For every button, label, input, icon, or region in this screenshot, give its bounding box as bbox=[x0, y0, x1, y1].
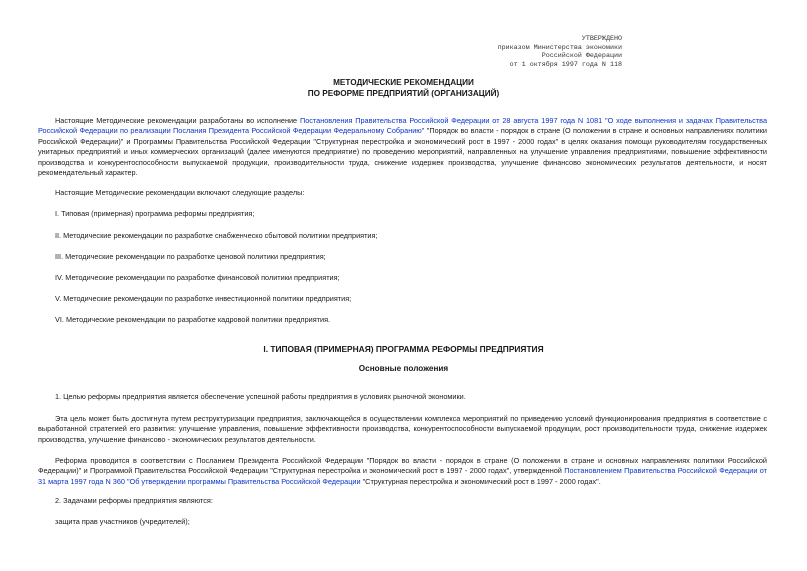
chapter-heading: I. ТИПОВАЯ (ПРИМЕРНАЯ) ПРОГРАММА РЕФОРМЫ ПРЕДПРИЯТИЯ bbox=[263, 344, 544, 354]
section-list-item: II. Методические рекомендации по разработке снабженческо сбытовой политики предприятия; bbox=[55, 231, 378, 240]
approval-stamp bbox=[498, 35, 622, 69]
decree-1081-link[interactable]: Постановления Правительства Российской Федерации от 28 августа 1997 года N 1081 "О ходе выполнения и задачах Правительства Российской Федерации по реализации Послания Президента Российской Федерации Федеральному Собранию" bbox=[38, 116, 768, 136]
sections-intro: Настоящие Методические рекомендации включают следующие разделы: bbox=[55, 188, 305, 197]
decree-360-link[interactable]: Постановлением Правительства Российской Федерации от 31 марта 1997 года N 360 "Об утверждении программы Правительства Российской Федерации bbox=[38, 466, 767, 486]
approval-line: УТВЕРЖДЕНО bbox=[581, 35, 622, 43]
paragraph-goal: 1. Целью реформы предприятия является обеспечение успешной работы предприятия в условиях рыночной экономики. bbox=[55, 392, 466, 401]
document-subtitle: ПО РЕФОРМЕ ПРЕДПРИЯТИЙ (ОРГАНИЗАЦИЙ) bbox=[307, 89, 500, 98]
approval-line: Российской Федерации bbox=[541, 52, 622, 61]
paragraph-restructuring: Эта цель может быть достигнута путем реструктуризации предприятия, заключающейся в осуществлении комплекса мероприятий по приведению условий функционирования предприятия в соответствие с выработанной стратегией его развития: улучшение управления, повышение эффективности производства, конкурентоспособности выпускаемой продукции, рост производительности труда, снижение издержек производства, улучшение финансово - экономических результатов деятельности. bbox=[38, 414, 767, 444]
intro-paragraph bbox=[38, 116, 767, 178]
intro-text-continued: "Порядок во власти - порядок в стране (О положении в стране и основных направлениях политики Российской Федерации)" и Программы Правительства Российской Федерации "Структурная перестройка и экономический рост в 1997 - 2000 годах" в целях оказания помощи руководителям государственных унитарных предприятий и иных коммерческих организаций (далее именуются предприятие) по проведению мероприятий, направленных на улучшение управления предприятиями, повышение эффективности производства и конкурентоспособности выпускаемой продукции, производительности труда, снижение издержек производства, улучшение финансово экономических результатов деятельности, и носят рекомендательный характер. bbox=[38, 126, 767, 178]
section-list-item: V. Методические рекомендации по разработке инвестиционной политики предприятия; bbox=[55, 294, 352, 303]
section-list-item: IV. Методические рекомендации по разработке финансовой политики предприятия; bbox=[55, 273, 340, 282]
paragraph-task-item: защита прав участников (учредителей); bbox=[55, 517, 190, 526]
paragraph-tasks: 2. Задачами реформы предприятия являются: bbox=[55, 496, 213, 505]
paragraph-reform-basis bbox=[38, 456, 767, 487]
chapter-subheading: Основные положения bbox=[358, 364, 449, 373]
section-list-item: III. Методические рекомендации по разработке ценовой политики предприятия; bbox=[55, 252, 326, 261]
section-list-item: I. Типовая (примерная) программа реформы предприятия; bbox=[55, 209, 255, 218]
section-list-item: VI. Методические рекомендации по разработке кадровой политики предприятия. bbox=[55, 315, 331, 324]
reform-text: Реформа проводится в соответствии с Посланием Президента Российской Федерации "Порядок во власти - порядок в стране (О положении в стране и основных направлениях политики Российской Федерации)" и Программой Правительства Российской Федерации "Структурная перестройка и экономический рост в 1997 - 2000 годах", утвержденной bbox=[38, 456, 767, 476]
intro-text: Настоящие Методические рекомендации разработаны во исполнение bbox=[55, 116, 300, 125]
approval-line: от 1 октября 1997 года N 118 bbox=[509, 60, 622, 69]
approval-line: приказом Министерства экономики bbox=[497, 43, 622, 52]
document-title: МЕТОДИЧЕСКИЕ РЕКОМЕНДАЦИИ bbox=[333, 78, 474, 87]
reform-text-continued: "Структурная перестройка и экономический рост в 1997 - 2000 годах". bbox=[360, 476, 601, 486]
